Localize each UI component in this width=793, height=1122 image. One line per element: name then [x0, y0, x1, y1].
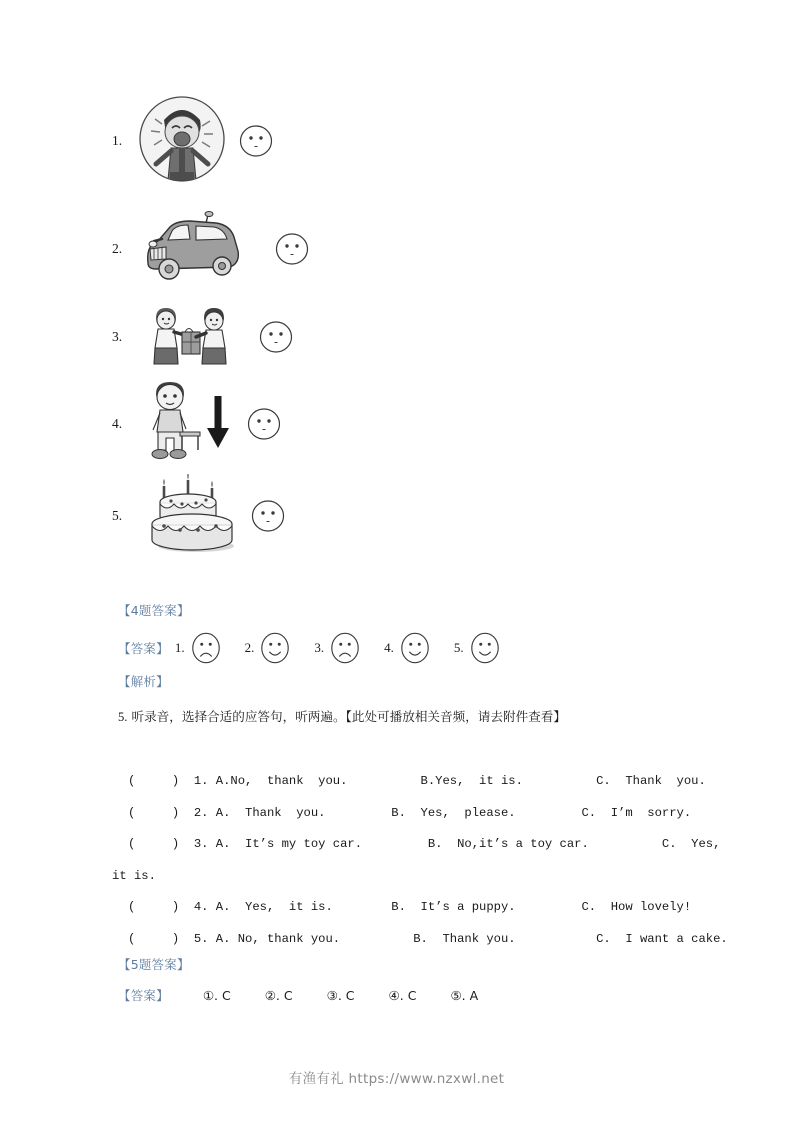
list-item — [112, 92, 672, 190]
answer-value: C — [283, 988, 293, 1003]
blank-face-slot-5[interactable] — [250, 498, 286, 534]
answer-index: ③. — [326, 988, 342, 1003]
answer-face-3 — [314, 631, 362, 665]
answer-face-index: 1. — [174, 640, 185, 655]
answer-face-index: 3. — [314, 640, 325, 655]
answer-face-2 — [245, 631, 293, 665]
answer-face-1 — [175, 631, 223, 665]
answer-item-4 — [389, 988, 417, 1003]
analysis-heading: 【解析】 — [118, 674, 169, 689]
answer-value: C — [407, 988, 417, 1003]
answer-item-2 — [265, 988, 293, 1003]
item-number: 4. — [112, 416, 123, 431]
item-number: 2. — [112, 241, 123, 256]
happy-face-icon — [468, 631, 502, 665]
list-item[interactable]: ( ) 3. A. It’s my toy car. B. No,it’s a toy car. C. Yes, — [128, 837, 721, 851]
answer-label: 【答案】 — [118, 988, 169, 1003]
answer-index: ④. — [388, 988, 404, 1003]
list-item-continuation: it is. — [112, 868, 156, 883]
blank-face-slot-1[interactable] — [238, 123, 274, 159]
child-shouting-photo-icon — [138, 94, 226, 189]
q5-number: 5. — [118, 710, 128, 724]
answer-face-index: 4. — [384, 640, 394, 655]
answer-face-4 — [384, 631, 432, 665]
sad-face-icon — [189, 631, 223, 665]
list-item — [112, 476, 672, 556]
answer-index: ①. — [202, 988, 218, 1003]
answer-value: C — [345, 988, 355, 1003]
list-item — [112, 302, 672, 372]
happy-face-icon — [398, 631, 432, 665]
list-item[interactable]: ( ) 2. A. Thank you. B. Yes, please. C. I’m sorry. — [128, 805, 692, 820]
q5-answers-row — [118, 986, 512, 1004]
sad-face-icon — [328, 631, 362, 665]
answer-index: ②. — [264, 988, 280, 1003]
picture-question-list — [112, 92, 672, 566]
item-number: 1. — [112, 133, 123, 148]
item-number: 3. — [112, 329, 123, 344]
list-item[interactable]: ( ) 4. A. Yes, it is. B. It’s a puppy. C. How lovely! — [128, 900, 692, 914]
q5-option-list — [112, 766, 728, 955]
answer-index: ⑤. — [450, 988, 466, 1003]
answer-item-5 — [450, 988, 478, 1003]
happy-face-icon — [258, 631, 292, 665]
answer-face-5 — [454, 631, 502, 665]
q5-stem — [118, 706, 566, 725]
list-item — [112, 382, 672, 466]
birthday-cake-icon — [138, 474, 242, 559]
q4-answer-faces — [118, 631, 524, 665]
list-item[interactable]: ( ) 5. A. No, thank you. B. Thank you. C. I want a cake. — [128, 931, 728, 946]
q5-stem-text: 听录音，选择合适的应答句，听两遍。【此处可播放相关音频，请去附件查看】 — [131, 709, 566, 724]
q5-answer-heading: 【5题答案】 — [118, 957, 190, 972]
toy-car-icon — [138, 211, 250, 288]
answer-label: 【答案】 — [118, 641, 169, 656]
boy-sitting-on-stool-arrow-down-icon — [138, 380, 242, 469]
blank-face-slot-2[interactable] — [274, 231, 310, 267]
answer-value: A — [469, 988, 479, 1003]
q4-answer-heading: 【4题答案】 — [118, 603, 190, 618]
list-item[interactable]: ( ) 1. A.No, thank you. B.Yes, it is. C. Thank you. — [128, 774, 706, 788]
blank-face-slot-3[interactable] — [258, 319, 294, 355]
answer-item-1 — [203, 988, 231, 1003]
footer-watermark: 有渔有礼 https://www.nzxwl.net — [288, 1071, 505, 1087]
answer-face-index: 2. — [244, 640, 255, 655]
two-children-giving-gift-icon — [138, 302, 242, 373]
blank-face-slot-4[interactable] — [246, 406, 282, 442]
answer-item-3 — [327, 988, 355, 1003]
answer-value: C — [221, 988, 231, 1003]
answer-face-index: 5. — [453, 640, 464, 655]
list-item — [112, 208, 672, 290]
item-number: 5. — [112, 508, 123, 523]
